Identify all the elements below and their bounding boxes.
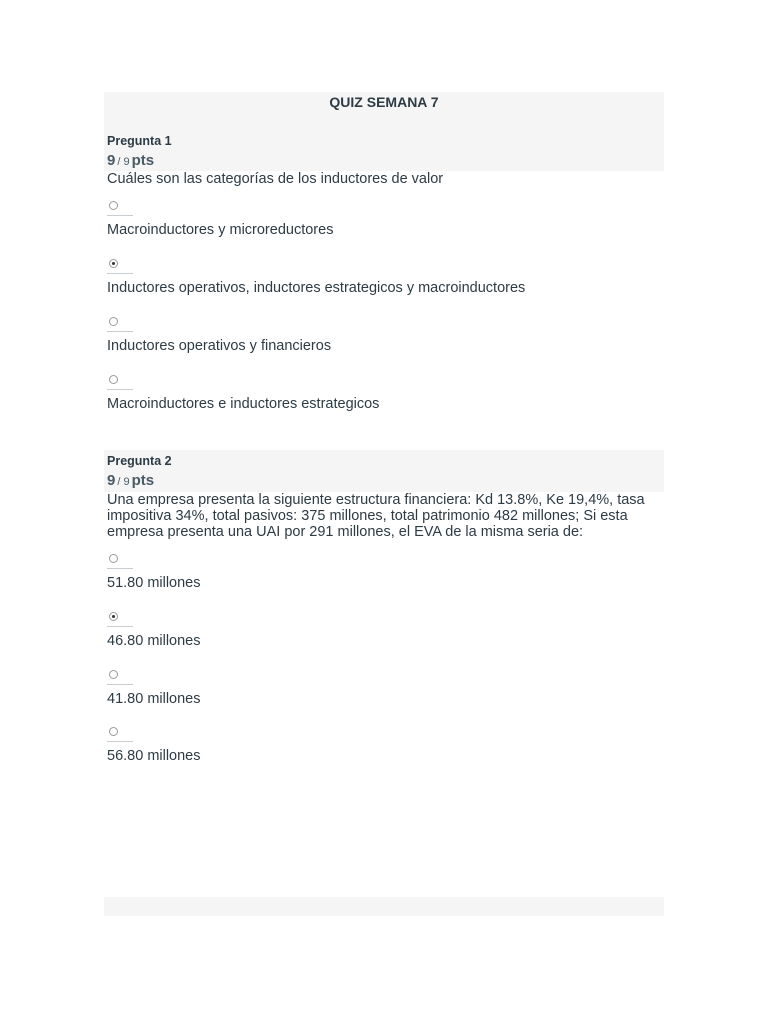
answer-option[interactable] (104, 552, 664, 592)
answer-option[interactable] (104, 610, 664, 650)
points-score: 9 (107, 472, 116, 489)
answer-option[interactable] (104, 668, 664, 708)
radio-container (107, 725, 133, 742)
radio-button[interactable] (109, 554, 118, 563)
question-points (107, 152, 154, 169)
radio-button[interactable] (109, 670, 118, 679)
answer-option[interactable] (104, 199, 664, 239)
points-total: / 9 (117, 476, 130, 488)
points-total: / 9 (117, 156, 130, 168)
radio-container (107, 668, 133, 685)
answer-label[interactable]: Macroinductores e inductores estrategicos (107, 396, 380, 412)
answer-option[interactable] (104, 257, 664, 297)
question-header (104, 450, 664, 492)
answer-label[interactable]: 46.80 millones (107, 633, 201, 649)
next-question-header (104, 897, 664, 916)
question-header (104, 128, 664, 171)
radio-button-selected[interactable] (109, 612, 118, 621)
radio-container (107, 199, 133, 216)
quiz-content (104, 92, 664, 765)
answer-option[interactable] (104, 373, 664, 413)
question-2 (104, 450, 664, 765)
question-label: Pregunta 2 (107, 454, 172, 468)
question-1 (104, 128, 664, 413)
quiz-title-bar (104, 92, 664, 128)
quiz-title: QUIZ SEMANA 7 (329, 94, 439, 110)
question-points (107, 472, 154, 489)
answer-label[interactable]: Macroinductores y microreductores (107, 222, 334, 238)
answer-label[interactable]: Inductores operativos y financieros (107, 338, 332, 354)
points-score: 9 (107, 152, 116, 169)
answer-option[interactable] (104, 725, 664, 765)
question-text: Una empresa presenta la siguiente estructura financiera: Kd 13.8%, Ke 19,4%, tasa impositiva 34%, total pasivos: 375 millones, total patrimonio 482 millones; Si esta empresa presenta una UAI por 291 millones, el EVA de la misma seria de: (107, 492, 645, 540)
answer-label[interactable]: 51.80 millones (107, 575, 201, 591)
radio-button[interactable] (109, 727, 118, 736)
radio-container (107, 373, 133, 390)
radio-button[interactable] (109, 317, 118, 326)
radio-container (107, 315, 133, 332)
radio-button[interactable] (109, 375, 118, 384)
points-unit: pts (131, 152, 155, 169)
answer-label[interactable]: 41.80 millones (107, 691, 201, 707)
answer-label[interactable]: 56.80 millones (107, 748, 201, 764)
question-label: Pregunta 1 (107, 134, 172, 148)
points-unit: pts (131, 472, 155, 489)
answer-option[interactable] (104, 315, 664, 355)
radio-button-selected[interactable] (109, 259, 118, 268)
radio-container (107, 552, 133, 569)
radio-container (107, 610, 133, 627)
answer-label[interactable]: Inductores operativos, inductores estrategicos y macroinductores (107, 280, 526, 296)
radio-button[interactable] (109, 201, 118, 210)
radio-container (107, 257, 133, 274)
question-text: Cuáles son las categorías de los inductores de valor (107, 171, 444, 187)
